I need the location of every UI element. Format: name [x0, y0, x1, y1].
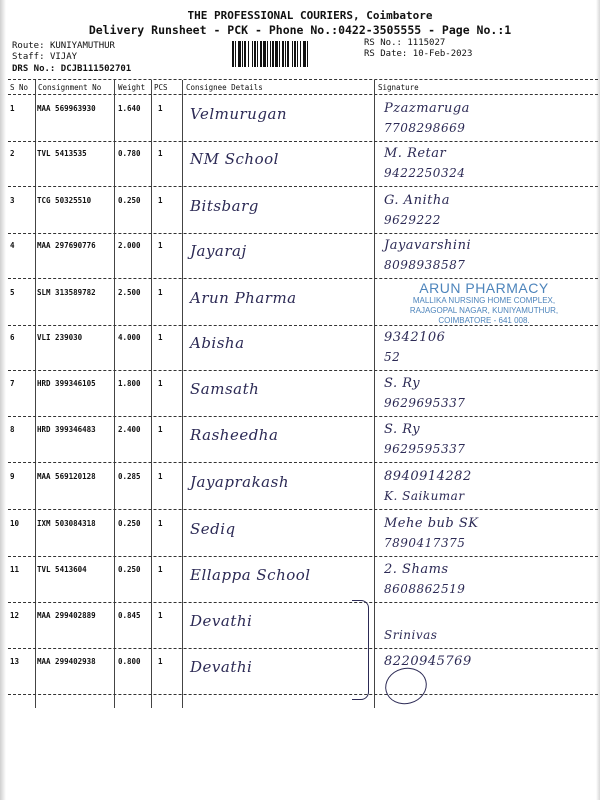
cell-sno: 6 — [10, 333, 15, 342]
cell-signature-phone: 8608862519 — [384, 582, 466, 596]
stamp-name: ARUN PHARMACY — [419, 280, 549, 296]
rs-no-line — [364, 38, 445, 48]
cell-consignee: Jayaraj — [190, 242, 247, 260]
staff-line — [12, 52, 77, 62]
cell-signature-name: Pzazmaruga — [384, 101, 470, 116]
cell-pcs: 1 — [158, 519, 163, 528]
table-row — [0, 189, 600, 235]
row-divider — [8, 186, 598, 187]
cell-sno: 3 — [10, 196, 15, 205]
col-header-pcs: PCS — [154, 83, 168, 92]
table-row — [0, 142, 600, 188]
col-header-sno: S No — [10, 83, 29, 92]
header-rule-bottom — [8, 94, 598, 95]
row-divider — [8, 509, 598, 510]
cell-consignee: Rasheedha — [190, 426, 279, 444]
cell-signature-name: 8940914282 — [384, 469, 472, 484]
cell-consignee: Sediq — [190, 520, 236, 538]
cell-sno: 10 — [10, 519, 20, 528]
cell-weight: 1.640 — [118, 104, 141, 113]
col-header-consignment: Consignment No — [38, 83, 102, 92]
cell-weight: 0.250 — [118, 565, 141, 574]
cell-signature-phone: 9629222 — [384, 213, 441, 227]
col-header-weight: Weight — [118, 83, 146, 92]
cell-consignee: Bitsbarg — [190, 197, 259, 215]
cell-signature-name: Jayavarshini — [384, 238, 472, 253]
cell-signature-name: 9342106 — [384, 330, 446, 345]
cell-signature-name: M. Retar — [384, 146, 447, 161]
stamp-line-2: RAJAGOPAL NAGAR, KUNIYAMUTHUR, — [409, 306, 559, 315]
cell-consignment: TCG 50325510 — [37, 196, 92, 205]
route-line — [12, 41, 115, 51]
row-divider — [8, 602, 598, 603]
barcode — [232, 41, 356, 67]
route-value: KUNIYAMUTHUR — [49, 41, 115, 51]
cell-consignment: HRD 399346483 — [37, 425, 96, 434]
cell-pcs: 1 — [158, 379, 163, 388]
cell-weight: 2.500 — [118, 288, 141, 297]
cell-consignee: NM School — [190, 150, 279, 168]
table-row — [0, 512, 600, 558]
cell-consignment: HRD 399346105 — [37, 379, 96, 388]
col-header-signature: Signature — [378, 83, 419, 92]
staff-label: Staff: — [12, 52, 45, 62]
cell-consignment: MAA 299402938 — [37, 657, 96, 666]
cell-sno: 7 — [10, 379, 15, 388]
cell-sno: 11 — [10, 565, 20, 574]
drs-line — [12, 64, 131, 74]
cell-weight: 4.000 — [118, 333, 141, 342]
row-divider — [8, 416, 598, 417]
cell-consignment: MAA 297690776 — [37, 241, 96, 250]
cell-sno: 2 — [10, 149, 15, 158]
cell-signature-phone: K. Saikumar — [384, 489, 465, 503]
rs-date-line — [364, 49, 472, 59]
cell-weight: 0.780 — [118, 149, 141, 158]
drs-value: DCJB111502701 — [60, 64, 132, 74]
cell-weight: 0.800 — [118, 657, 141, 666]
staff-value: VIJAY — [49, 52, 78, 62]
table-row — [0, 97, 600, 143]
cell-weight: 0.250 — [118, 196, 141, 205]
cell-signature-phone: Srinivas — [384, 628, 438, 642]
cell-pcs: 1 — [158, 196, 163, 205]
row-divider — [8, 370, 598, 371]
drs-label: DRS No.: — [12, 64, 56, 74]
cell-sno: 12 — [10, 611, 20, 620]
cell-sno: 1 — [10, 104, 15, 113]
cell-sno: 4 — [10, 241, 15, 250]
route-label: Route: — [12, 41, 45, 51]
stamp-line-1: MALLIKA NURSING HOME COMPLEX, — [412, 296, 556, 305]
cell-sno: 13 — [10, 657, 20, 666]
cell-signature-phone: 7890417375 — [384, 536, 466, 550]
cell-consignment: SLM 313589782 — [37, 288, 96, 297]
row-divider — [8, 648, 598, 649]
cell-signature-name: G. Anitha — [384, 193, 450, 208]
cell-pcs: 1 — [158, 611, 163, 620]
cell-signature-name: S. Ry — [384, 376, 421, 391]
cell-pcs: 1 — [158, 565, 163, 574]
cell-pcs: 1 — [158, 104, 163, 113]
table-row — [0, 326, 600, 372]
cell-pcs: 1 — [158, 241, 163, 250]
cell-pcs: 1 — [158, 149, 163, 158]
bracket-mark — [352, 600, 369, 700]
cell-signature-phone: 8098938587 — [384, 258, 466, 272]
cell-consignee: Jayaprakash — [190, 473, 289, 491]
cell-weight: 0.250 — [118, 519, 141, 528]
row-divider — [8, 462, 598, 463]
cell-weight: 1.800 — [118, 379, 141, 388]
barcode-bar — [308, 41, 310, 67]
cell-signature-phone: 9629595337 — [384, 442, 466, 456]
cell-signature-name: S. Ry — [384, 422, 421, 437]
cell-consignee: Samsath — [190, 380, 260, 398]
cell-consignment: VLI 239030 — [37, 333, 83, 342]
col-header-details: Consignee Details — [186, 83, 263, 92]
cell-signature-phone: 9629695337 — [384, 396, 466, 410]
runsheet-title: Delivery Runsheet - PCK - Phone No.:0422-3505555 - Page No.:1 — [88, 23, 512, 37]
row-divider — [8, 278, 598, 279]
cell-sno: 9 — [10, 472, 15, 481]
cell-consignee: Devathi — [190, 612, 253, 630]
cell-pcs: 1 — [158, 333, 163, 342]
cell-signature-phone: 7708298669 — [384, 121, 466, 135]
cell-consignee: Devathi — [190, 658, 253, 676]
cell-pcs: 1 — [158, 472, 163, 481]
cell-consignment: MAA 569963930 — [37, 104, 96, 113]
cell-consignment: IXM 503084318 — [37, 519, 96, 528]
cell-sno: 8 — [10, 425, 15, 434]
cell-pcs: 1 — [158, 657, 163, 666]
table-row — [0, 418, 600, 464]
cell-signature-name: 8220945769 — [384, 654, 472, 669]
rs-date-label: RS Date: — [364, 49, 408, 59]
header-rule-top — [8, 79, 598, 80]
table-row — [0, 372, 600, 418]
rs-date-value: 10-Feb-2023 — [412, 49, 473, 59]
cell-weight: 0.285 — [118, 472, 141, 481]
table-row — [0, 558, 600, 604]
cell-consignee: Abisha — [190, 334, 245, 352]
cell-consignment: MAA 569120128 — [37, 472, 96, 481]
cell-signature-name: 2. Shams — [384, 562, 449, 577]
table-row — [0, 604, 600, 650]
cell-signature-phone: 9422250324 — [384, 166, 466, 180]
cell-weight: 2.000 — [118, 241, 141, 250]
cell-consignee: Ellappa School — [190, 566, 311, 584]
cell-sno: 5 — [10, 288, 15, 297]
cell-consignment: TVL 5413604 — [37, 565, 87, 574]
cell-consignment: TVL 5413535 — [37, 149, 87, 158]
cell-pcs: 1 — [158, 288, 163, 297]
stamp-line-3: COIMBATORE - 641 008. — [438, 316, 530, 325]
row-divider — [8, 556, 598, 557]
table-row — [0, 234, 600, 280]
pharmacy-stamp — [375, 280, 593, 326]
cell-consignee: Arun Pharma — [190, 289, 297, 307]
row-divider — [8, 694, 598, 695]
rs-no-label: RS No.: — [364, 38, 402, 48]
table-row — [0, 650, 600, 696]
cell-signature-name: Mehe bub SK — [384, 516, 479, 531]
cell-weight: 0.845 — [118, 611, 141, 620]
cell-weight: 2.400 — [118, 425, 141, 434]
cell-consignee: Velmurugan — [190, 105, 288, 123]
table-row — [0, 465, 600, 511]
cell-signature-phone: 52 — [384, 350, 401, 364]
company-title: THE PROFESSIONAL COURIERS, Coimbatore — [187, 9, 433, 22]
cell-pcs: 1 — [158, 425, 163, 434]
rs-no-value: 1115027 — [407, 38, 446, 48]
cell-consignment: MAA 299402889 — [37, 611, 96, 620]
